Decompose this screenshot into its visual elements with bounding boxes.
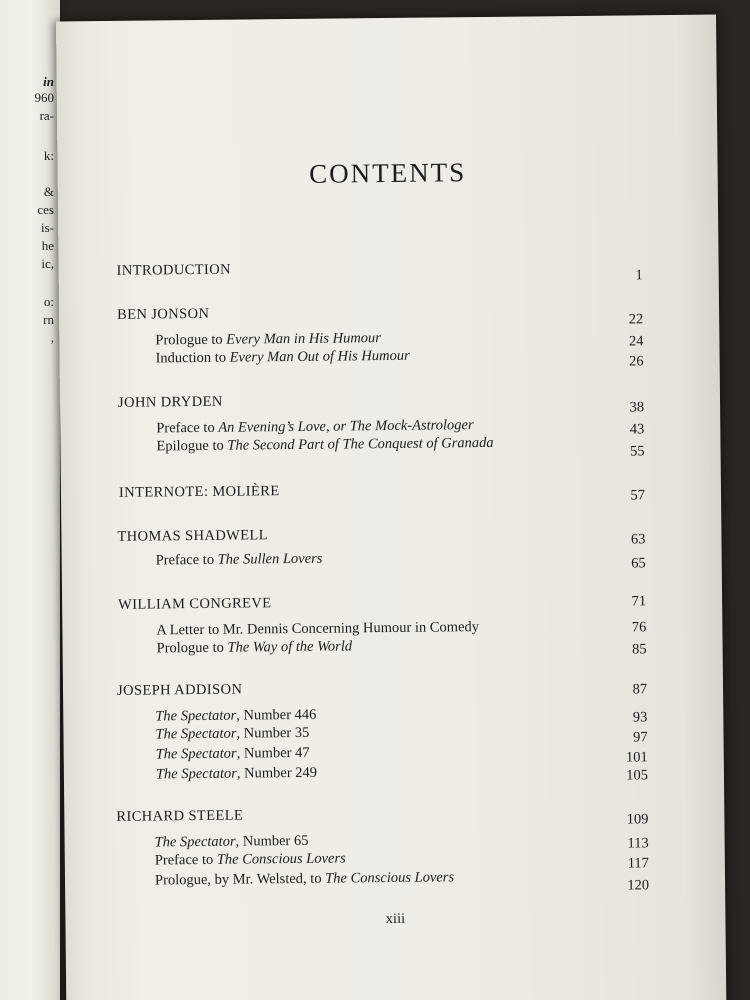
toc-entry bbox=[156, 745, 310, 764]
toc-heading-jonson: BEN JONSON bbox=[117, 305, 210, 323]
toc-heading-moliere: INTERNOTE: MOLIÈRE bbox=[118, 483, 280, 501]
toc-entry-work: The Conscious Lovers bbox=[325, 869, 455, 887]
toc-entry-suffix: , Number 446 bbox=[236, 706, 317, 724]
toc-page-number: 57 bbox=[630, 487, 646, 504]
toc-page-number: 26 bbox=[629, 353, 644, 370]
toc-entry-prefix: Epilogue to bbox=[156, 437, 228, 455]
toc-heading-congreve: WILLIAM CONGREVE bbox=[118, 595, 272, 613]
toc-page-number: 24 bbox=[628, 333, 644, 350]
prev-page-fragment: he bbox=[41, 238, 54, 253]
toc-page-number: 85 bbox=[632, 641, 647, 658]
contents-page bbox=[56, 15, 726, 1000]
prev-page-fragment: is- bbox=[41, 220, 54, 235]
toc-heading-introduction: INTRODUCTION bbox=[116, 261, 232, 279]
toc-entry bbox=[155, 850, 346, 869]
prev-page-fragment: k: bbox=[43, 148, 54, 163]
toc-entry-work: The Second Part of The Conquest of Granada bbox=[227, 434, 494, 454]
toc-entry-prefix: Preface to bbox=[155, 551, 218, 569]
toc-page-number: 43 bbox=[629, 421, 645, 438]
toc-page-number: 22 bbox=[628, 311, 644, 328]
prev-page-fragment: 960 bbox=[34, 90, 54, 105]
toc-entry-prefix: Preface to bbox=[154, 851, 217, 869]
toc-entry-suffix: , Number 249 bbox=[236, 764, 318, 782]
toc-heading-addison: JOSEPH ADDISON bbox=[116, 681, 243, 699]
toc-page-number: 109 bbox=[626, 811, 649, 828]
toc-page-number: 101 bbox=[625, 749, 648, 766]
prev-page-fragment: ra- bbox=[39, 108, 54, 123]
toc-entry bbox=[155, 707, 316, 726]
toc-entry-prefix: Preface to bbox=[156, 419, 219, 437]
prev-page-fragment: in bbox=[43, 74, 54, 89]
toc-heading-shadwell: THOMAS SHADWELL bbox=[117, 527, 269, 545]
toc-entry bbox=[155, 348, 409, 368]
toc-page-number: 120 bbox=[627, 877, 650, 894]
toc-entry bbox=[155, 330, 381, 349]
toc-entry-prefix: Prologue to bbox=[156, 639, 228, 657]
toc-entry-suffix: , Number 35 bbox=[236, 724, 310, 742]
toc-heading-steele: RICHARD STEELE bbox=[116, 807, 244, 825]
toc-page-number: 1 bbox=[635, 267, 643, 284]
toc-heading-dryden: JOHN DRYDEN bbox=[117, 393, 223, 411]
toc-page-number: 105 bbox=[626, 767, 649, 784]
toc-entry bbox=[156, 435, 493, 456]
toc-page-number: 65 bbox=[631, 555, 646, 572]
toc-page-number: 117 bbox=[627, 855, 649, 872]
prev-page-fragment: ic, bbox=[41, 256, 54, 271]
toc-entry-prefix: Induction to bbox=[155, 349, 230, 367]
toc-page-number: 113 bbox=[627, 835, 649, 852]
toc-page-number: 38 bbox=[629, 399, 645, 416]
prev-page-fragment: rn bbox=[43, 312, 54, 327]
toc-entry-work: The Spectator bbox=[155, 707, 237, 725]
toc-entry-prefix: Prologue to bbox=[155, 331, 227, 349]
toc-entry-work: The Conscious Lovers bbox=[216, 850, 346, 868]
toc-entry-suffix: , Number 47 bbox=[236, 744, 310, 762]
page-folio: xiii bbox=[385, 910, 406, 928]
prev-page-fragment: ces bbox=[37, 202, 54, 217]
toc-entry-work: The Spectator bbox=[155, 725, 237, 743]
toc-entry-work: The Spectator bbox=[154, 833, 236, 851]
toc-entry bbox=[157, 638, 353, 657]
prev-page-fragment: , bbox=[50, 330, 54, 345]
toc-entry-work: The Way of the World bbox=[227, 638, 353, 656]
toc-entry-prefix: Prologue, by Mr. Welsted, to bbox=[154, 870, 326, 889]
toc-page-number: 76 bbox=[631, 619, 647, 636]
toc-entry-work: The Spectator bbox=[155, 745, 237, 763]
toc-page-number: 97 bbox=[632, 729, 648, 746]
toc-entry bbox=[156, 551, 323, 570]
toc-page-number: 55 bbox=[629, 443, 645, 460]
toc-entry bbox=[155, 725, 309, 744]
toc-entry-work: Every Man Out of His Humour bbox=[229, 347, 410, 366]
prev-page-fragment: o: bbox=[43, 294, 54, 309]
page-title: CONTENTS bbox=[308, 157, 467, 189]
toc-page-number: 93 bbox=[632, 709, 648, 726]
toc-entry-work: Every Man in His Humour bbox=[226, 330, 381, 348]
toc-entry bbox=[156, 765, 317, 784]
toc-entry bbox=[156, 417, 473, 437]
toc-entry-suffix: , Number 65 bbox=[235, 832, 309, 850]
toc-page-number: 63 bbox=[630, 531, 646, 548]
prev-page-fragment: & bbox=[43, 184, 54, 199]
toc-entry-work: The Sullen Lovers bbox=[217, 550, 323, 568]
toc-entry: A Letter to Mr. Dennis Concerning Humour in Comedy bbox=[156, 619, 480, 639]
previous-page-edge bbox=[0, 0, 60, 1000]
toc-entry-work: An Evening’s Love, or The Mock-Astrologer bbox=[218, 417, 474, 436]
toc-page-number: 87 bbox=[632, 681, 648, 698]
toc-entry bbox=[155, 833, 309, 852]
toc-entry-work: The Spectator bbox=[155, 765, 237, 783]
toc-page-number: 71 bbox=[631, 593, 647, 610]
toc-entry bbox=[155, 869, 454, 889]
